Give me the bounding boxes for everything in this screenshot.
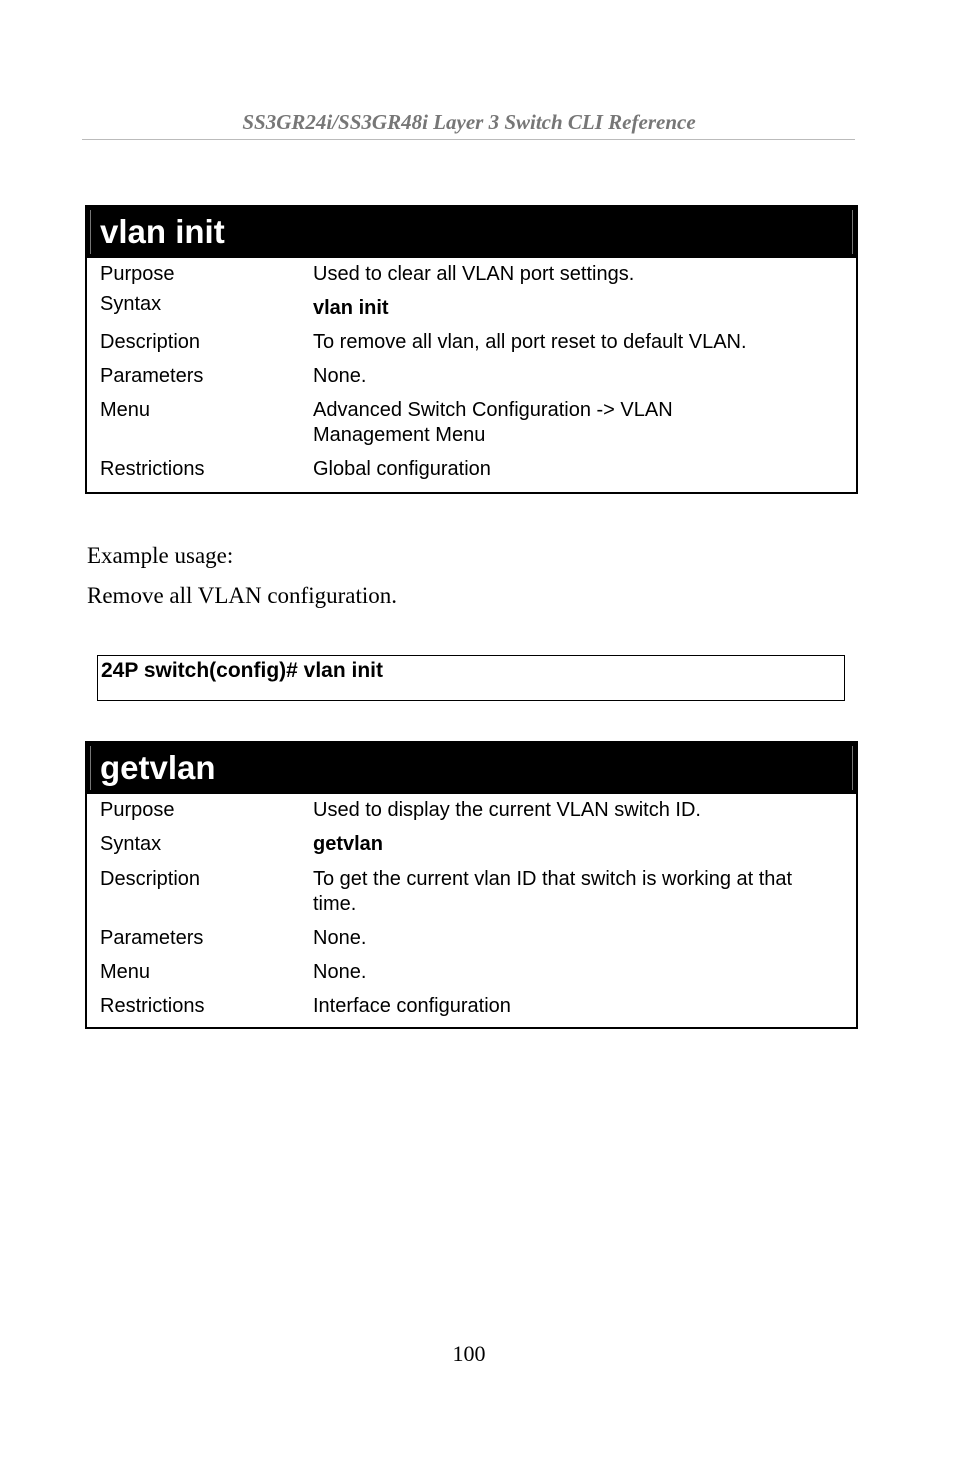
row-restrictions <box>87 457 856 492</box>
row-purpose <box>87 794 856 829</box>
row-value: None. <box>313 961 367 983</box>
row-label: Restrictions <box>100 458 205 480</box>
row-label: Menu <box>100 961 151 983</box>
row-label: Parameters <box>100 927 204 949</box>
row-value: Interface configuration <box>313 995 511 1017</box>
row-value: Advanced Switch Configuration -> VLAN Management Menu <box>313 399 673 446</box>
page-number: 100 <box>452 1341 486 1366</box>
row-label: Purpose <box>100 799 175 821</box>
example-heading: Example usage: <box>87 543 234 568</box>
row-label: Description <box>100 868 201 890</box>
row-value: getvlan <box>313 833 384 855</box>
row-value: To get the current vlan ID that switch is working at that time. <box>313 868 793 915</box>
row-value: Used to clear all VLAN port settings. <box>313 263 635 285</box>
row-menu <box>87 398 856 457</box>
code-example: 24P switch(config)# vlan init <box>97 655 845 701</box>
command-title: getvlan <box>100 749 216 786</box>
row-description <box>87 864 856 924</box>
row-label: Menu <box>100 399 151 421</box>
row-value: To remove all vlan, all port reset to default VLAN. <box>313 331 747 353</box>
row-parameters <box>87 363 856 398</box>
command-title: vlan init <box>100 213 225 250</box>
row-label: Restrictions <box>100 995 205 1017</box>
row-label: Syntax <box>100 833 162 855</box>
row-label: Purpose <box>100 263 175 285</box>
command-title-bar <box>87 743 856 794</box>
row-menu <box>87 959 856 994</box>
command-table-vlan-init <box>85 205 858 494</box>
running-header: SS3GR24i/SS3GR48i Layer 3 Switch CLI Reference <box>242 110 696 134</box>
row-value: Used to display the current VLAN switch ID. <box>313 799 701 821</box>
row-label: Description <box>100 331 201 353</box>
row-label: Syntax <box>100 293 162 315</box>
row-restrictions <box>87 994 856 1027</box>
row-purpose <box>87 258 856 293</box>
row-value: vlan init <box>313 297 389 319</box>
row-value: None. <box>313 365 367 387</box>
example-description: Remove all VLAN configuration. <box>87 583 398 608</box>
row-syntax <box>87 293 856 328</box>
command-table-getvlan <box>85 741 858 1029</box>
row-value: Global configuration <box>313 458 491 480</box>
row-value: None. <box>313 927 367 949</box>
row-parameters <box>87 924 856 959</box>
header-divider <box>82 139 855 140</box>
row-label: Parameters <box>100 365 204 387</box>
command-title-bar <box>87 207 856 258</box>
row-description <box>87 328 856 363</box>
row-syntax <box>87 829 856 864</box>
